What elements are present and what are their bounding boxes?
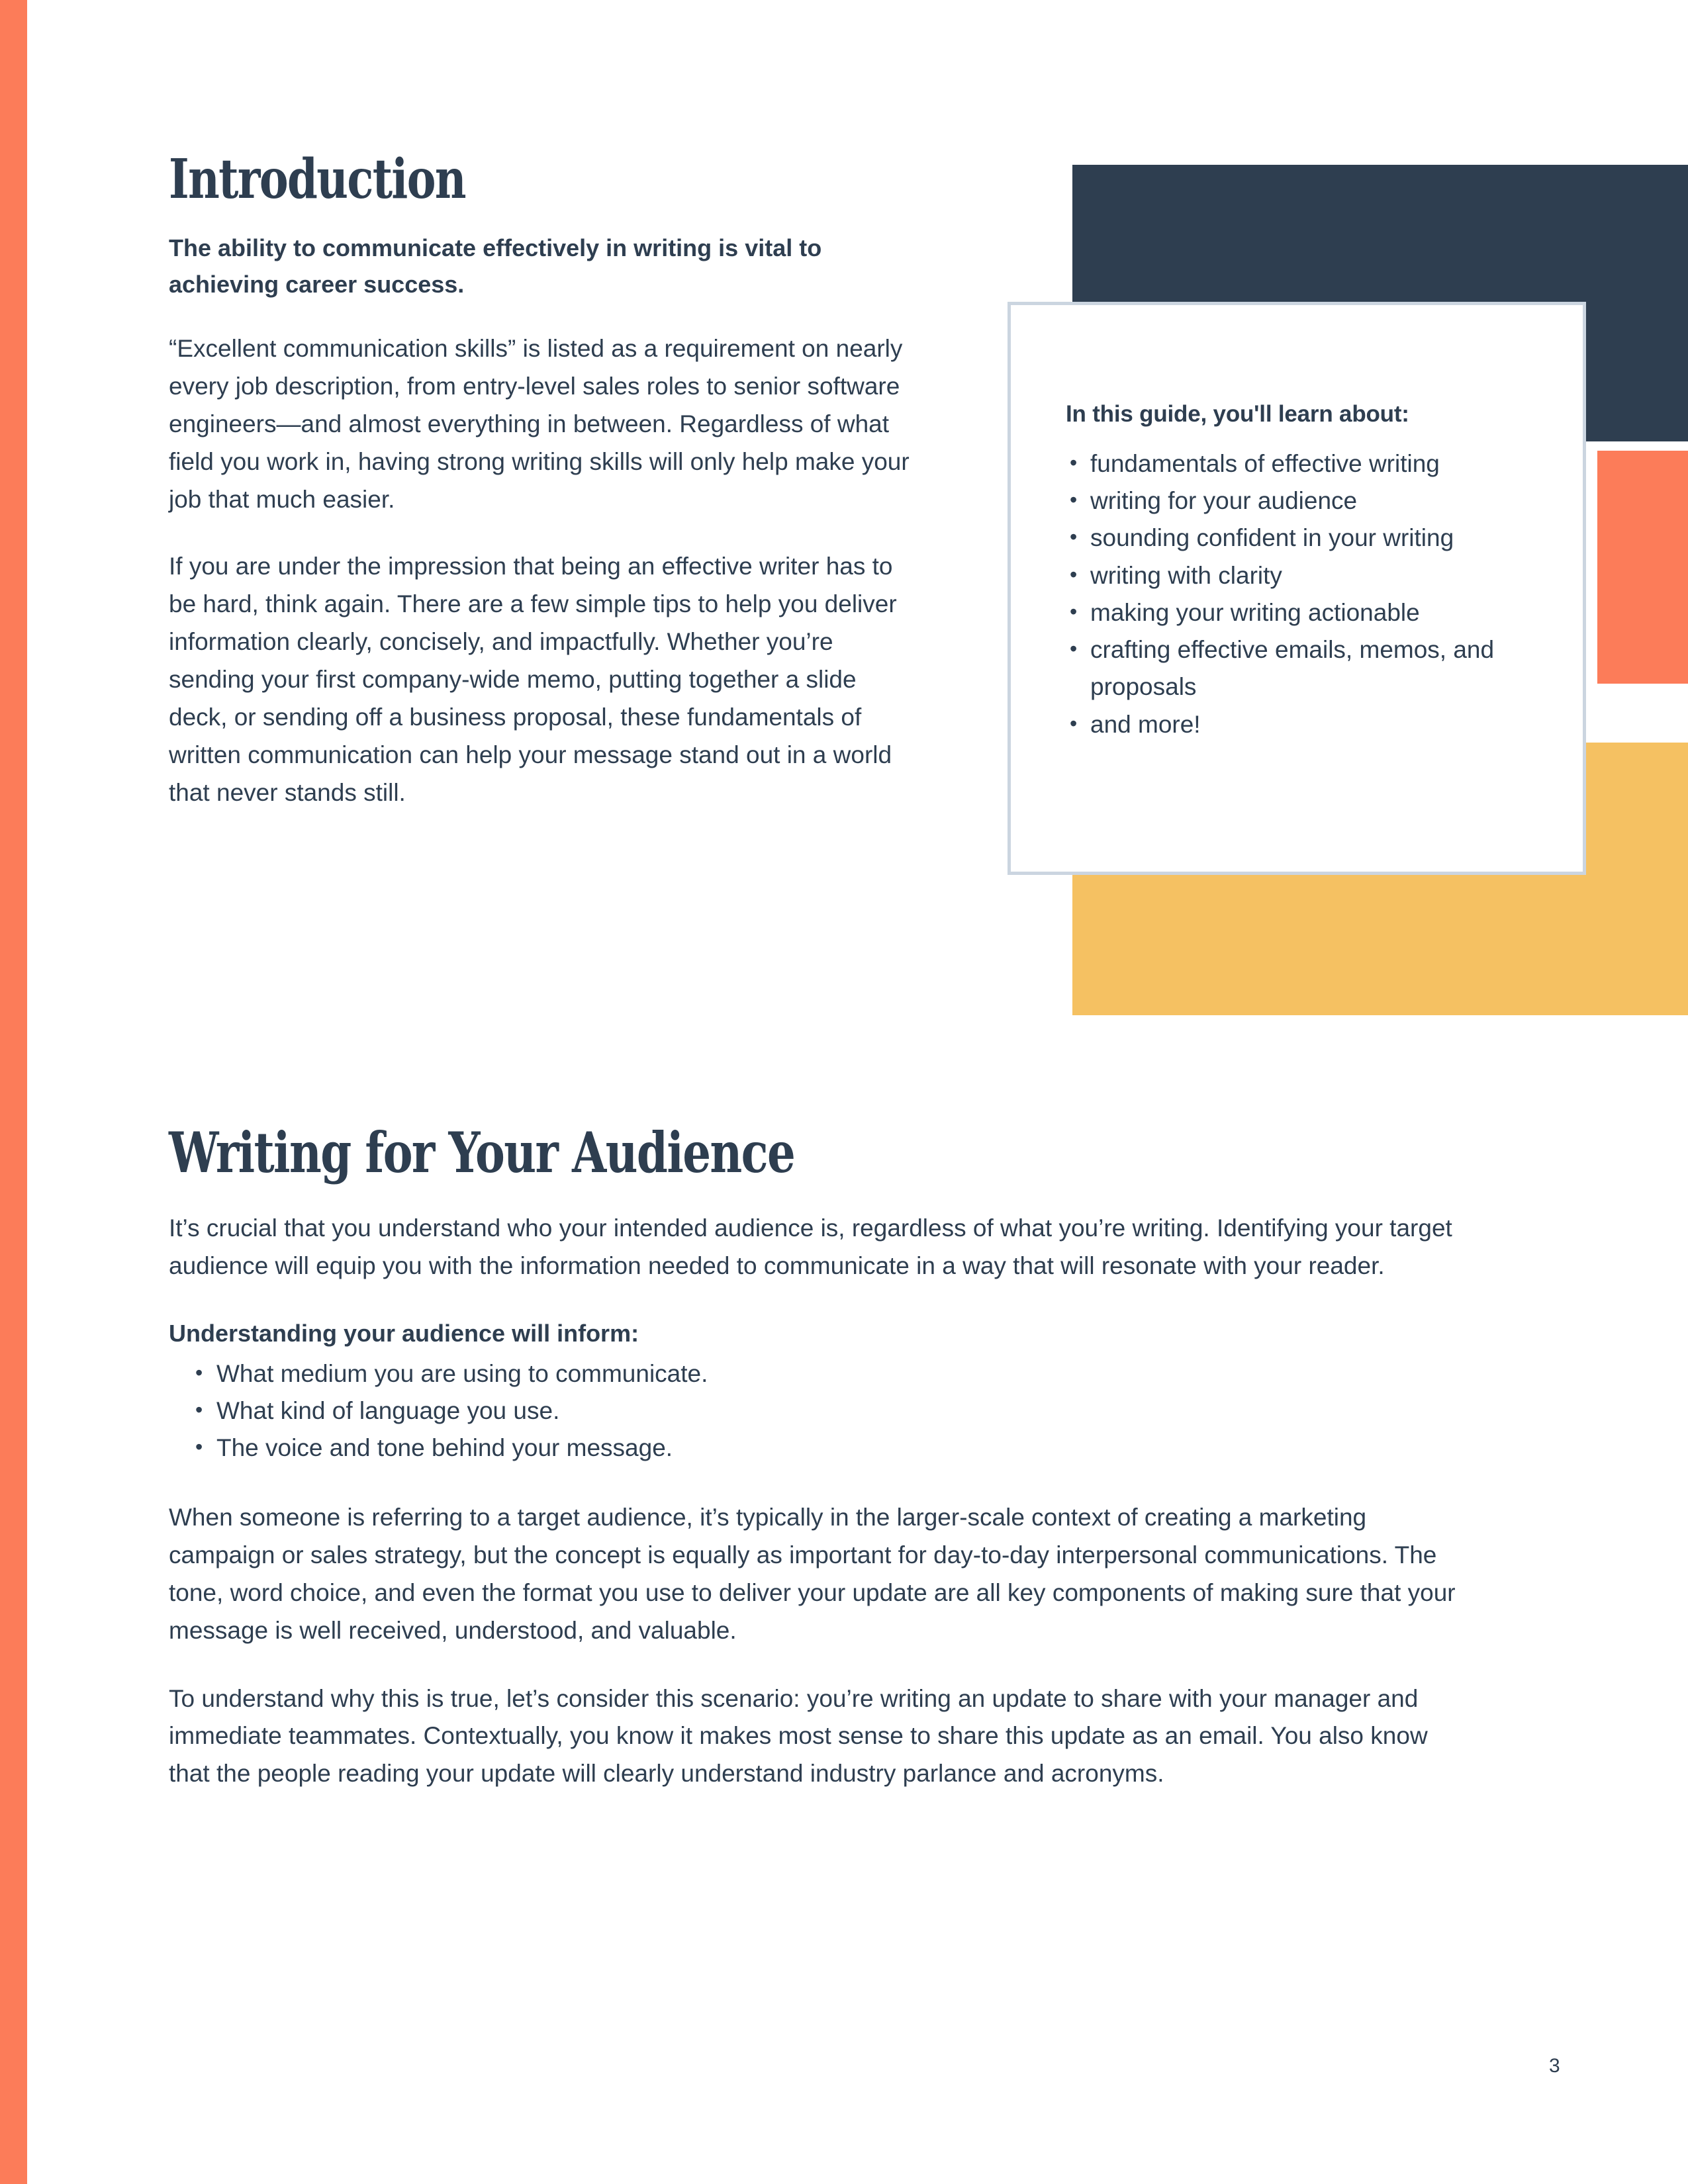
callout-content	[1066, 400, 1542, 743]
intro-lead-text: The ability to communicate effectively in writing is vital to achieving career success.	[169, 234, 822, 298]
audience-intro-paragraph: It’s crucial that you understand who your intended audience is, regardless of what you’re writing. Identifying your target audience will equip you with the information needed to communicate in a way that will resonate with your reader.	[169, 1214, 1452, 1279]
page-title: Introduction	[169, 148, 465, 211]
list-item: • making your writing actionable	[1066, 594, 1542, 631]
list-item: • What medium you are using to communicate.	[193, 1355, 1466, 1392]
audience-list	[169, 1355, 1466, 1467]
list-item: • fundamentals of effective writing	[1066, 445, 1542, 482]
introduction-section	[169, 148, 917, 841]
decorative-block-orange	[1597, 451, 1688, 684]
list-item: • crafting effective emails, memos, and proposals	[1066, 631, 1542, 705]
audience-subheading: Understanding your audience will inform:	[169, 1319, 639, 1347]
list-item: • and more!	[1066, 706, 1542, 743]
list-item: • writing with clarity	[1066, 557, 1542, 594]
intro-paragraph-2: If you are under the impression that being an effective writer has to be hard, think again. There are a few simple tips to help you deliver information clearly, concisely, and impactfully. Whether you’re sending your first company-wide memo, putting together a slide deck, or sending off a business proposal, these fundamentals of written communication can help your message stand out in a world that never stands still.	[169, 553, 897, 807]
callout-title: In this guide, you'll learn about:	[1066, 401, 1409, 427]
audience-paragraph-1: When someone is referring to a target audience, it’s typically in the larger-scale context of creating a marketing campaign or sales strategy, but the concept is equally as important for day-to-day interpersonal communications. The tone, word choice, and even the format you use to deliver your update are all key components of making sure that your message is well received, understood, and valuable.	[169, 1503, 1456, 1644]
list-item: • The voice and tone behind your message.	[193, 1430, 1466, 1467]
intro-paragraph-1: “Excellent communication skills” is listed as a requirement on nearly every job description, from entry-level sales roles to senior software engineers—and almost everything in between. Regardless of what field you work in, having strong writing skills will only help make your job that much easier.	[169, 335, 910, 514]
list-item: • writing for your audience	[1066, 482, 1542, 520]
audience-paragraph-2: To understand why this is true, let’s consider this scenario: you’re writing an update to share with your manager and immediate teammates. Contextually, you know it makes most sense to share this update as an email. You also know that the people reading your update will clearly understand industry parlance and acronyms.	[169, 1684, 1428, 1788]
audience-section	[169, 1120, 1466, 1823]
left-accent-bar	[0, 0, 27, 2184]
list-item: • sounding confident in your writing	[1066, 520, 1542, 557]
callout-topic-list	[1066, 445, 1542, 743]
section-heading-audience: Writing for Your Audience	[169, 1120, 795, 1185]
guide-contents-callout	[1008, 302, 1586, 875]
page-number: 3	[1549, 2055, 1560, 2077]
list-item: • What kind of language you use.	[193, 1392, 1466, 1430]
